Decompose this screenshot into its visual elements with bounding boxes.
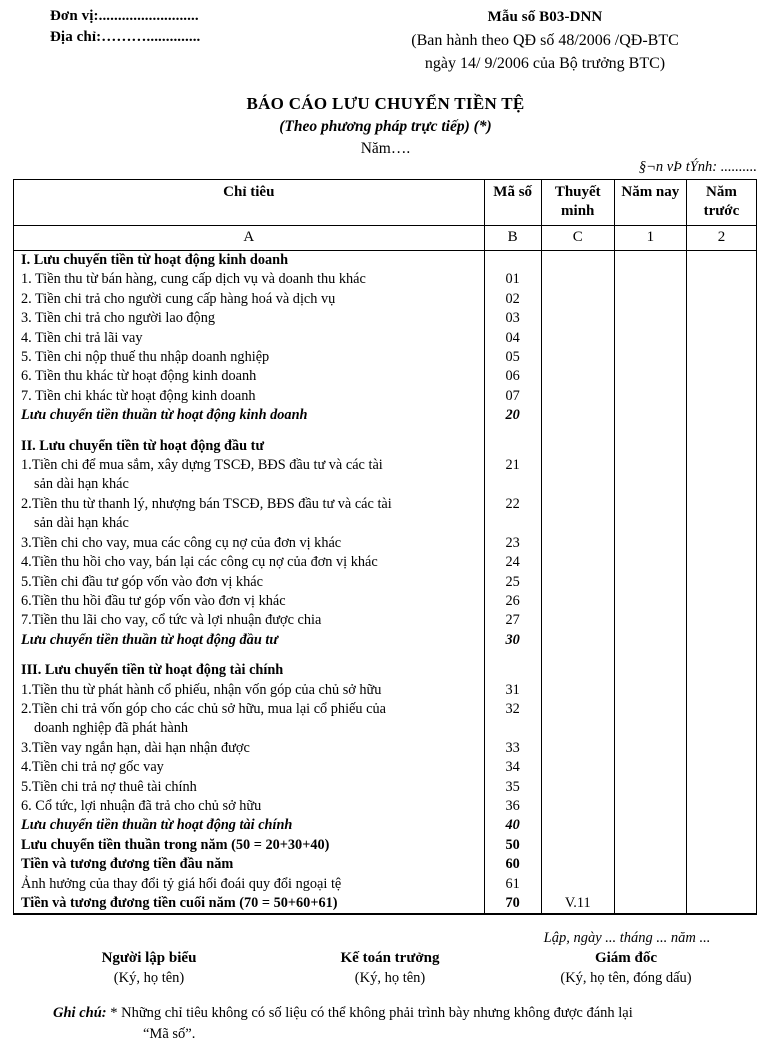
row-current-year-cell[interactable] <box>614 553 686 572</box>
row-previous-year-cell[interactable] <box>686 309 756 328</box>
row-indicator-cell <box>14 387 485 406</box>
table-spacer-row <box>14 426 757 437</box>
row-indicator-text: 4.Tiền chi trả nợ gốc vay <box>21 759 164 776</box>
table-row <box>14 681 757 700</box>
row-note-cell <box>541 553 614 572</box>
document-header <box>0 6 771 88</box>
row-indicator-text: Tiền và tương đương tiền cuối năm (70 = 50+60+61) <box>21 895 338 911</box>
decision-line-2: ngày 14/ 9/2006 của Bộ trưởng BTC) <box>424 55 666 72</box>
row-note-cell <box>541 534 614 553</box>
row-indicator-cell <box>14 681 485 700</box>
row-previous-year-cell[interactable] <box>686 855 756 874</box>
table-row <box>14 816 757 835</box>
row-code-cell: 21 <box>484 456 541 495</box>
row-indicator-text: Tiền và tương đương tiền đầu năm <box>21 856 234 873</box>
row-current-year-cell[interactable] <box>614 661 686 680</box>
table-row <box>14 797 757 816</box>
footnote-line-2: “Mã số”. <box>143 1026 196 1042</box>
row-note-cell <box>541 739 614 758</box>
row-note-cell <box>541 661 614 680</box>
row-previous-year-cell[interactable] <box>686 437 756 456</box>
row-previous-year-cell[interactable] <box>686 592 756 611</box>
signature-chief-accountant-sub: (Ký, họ tên) <box>354 970 426 986</box>
column-letter-indicator: A <box>14 226 485 251</box>
row-indicator-text-line2: sản dài hạn khác <box>34 476 129 493</box>
row-previous-year-cell[interactable] <box>686 778 756 797</box>
row-current-year-cell[interactable] <box>614 270 686 289</box>
row-previous-year-cell[interactable] <box>686 270 756 289</box>
row-indicator-text: 6. Cổ tức, lợi nhuận đã trả cho chủ sở hữu <box>21 797 262 814</box>
table-body <box>14 251 757 915</box>
row-previous-year-cell[interactable] <box>686 758 756 777</box>
column-letter-code: B <box>484 226 541 251</box>
row-previous-year-cell[interactable] <box>686 631 756 650</box>
row-code-cell: 40 <box>484 816 541 835</box>
row-previous-year-cell[interactable] <box>686 661 756 680</box>
row-indicator-cell <box>14 836 485 855</box>
row-indicator-cell <box>14 251 485 271</box>
table-head <box>14 180 757 251</box>
row-code-cell: 31 <box>484 681 541 700</box>
row-previous-year-cell[interactable] <box>686 456 756 495</box>
row-indicator-cell <box>14 329 485 348</box>
row-previous-year-cell[interactable] <box>686 836 756 855</box>
row-indicator-text: 7.Tiền thu lãi cho vay, cổ tức và lợi nhuận được chia <box>21 612 322 629</box>
table-row <box>14 661 757 680</box>
row-indicator-text: III. Lưu chuyển tiền từ hoạt động tài chính <box>21 662 284 679</box>
row-indicator-text: 1. Tiền thu từ bán hàng, cung cấp dịch vụ và doanh thu khác <box>21 271 366 288</box>
row-indicator-cell <box>14 758 485 777</box>
row-indicator-text: 3.Tiền chi cho vay, mua các công cụ nợ của đơn vị khác <box>21 534 342 551</box>
row-note-cell <box>541 778 614 797</box>
row-previous-year-cell[interactable] <box>686 875 756 894</box>
row-note-cell <box>541 836 614 855</box>
signature-preparer-sub: (Ký, họ tên) <box>113 970 185 986</box>
table-row <box>14 573 757 592</box>
table-spacer-cell <box>541 426 614 437</box>
row-note-cell: V.11 <box>541 894 614 914</box>
row-code-cell <box>484 437 541 456</box>
row-previous-year-cell[interactable] <box>686 495 756 534</box>
signature-director-title: Giám đốc <box>594 950 658 966</box>
row-indicator-cell <box>14 894 485 914</box>
row-indicator-cell <box>14 406 485 425</box>
row-indicator-cell <box>14 700 485 739</box>
row-current-year-cell[interactable] <box>614 816 686 835</box>
row-previous-year-cell[interactable] <box>686 816 756 835</box>
row-current-year-cell[interactable] <box>614 573 686 592</box>
row-note-cell <box>541 290 614 309</box>
column-letter-previous-year: 2 <box>686 226 756 251</box>
row-current-year-cell[interactable] <box>614 700 686 739</box>
row-code-cell: 26 <box>484 592 541 611</box>
unit-identification-block <box>50 6 200 48</box>
row-code-cell: 30 <box>484 631 541 650</box>
year-field: Năm…. <box>360 140 411 157</box>
row-current-year-cell[interactable] <box>614 894 686 914</box>
row-code-cell: 05 <box>484 348 541 367</box>
table-spacer-cell <box>484 650 541 661</box>
row-code-cell: 07 <box>484 387 541 406</box>
form-reference-block <box>335 6 755 75</box>
table-spacer-cell <box>686 650 756 661</box>
row-indicator-cell <box>14 797 485 816</box>
table-row <box>14 309 757 328</box>
page-title: BÁO CÁO LƯU CHUYỂN TIỀN TỆ <box>246 94 525 113</box>
row-note-cell <box>541 816 614 835</box>
table-row <box>14 251 757 271</box>
table-spacer-cell <box>14 426 485 437</box>
row-current-year-cell[interactable] <box>614 437 686 456</box>
row-indicator-text: Lưu chuyển tiền thuần từ hoạt động kinh doanh <box>21 407 308 424</box>
row-note-cell <box>541 329 614 348</box>
row-indicator-cell <box>14 456 485 495</box>
row-current-year-cell[interactable] <box>614 387 686 406</box>
table-row <box>14 611 757 630</box>
signature-chief-accountant-title: Kế toán trưởng <box>340 950 440 966</box>
footnote-block <box>53 1003 753 1045</box>
page-subtitle: (Theo phương pháp trực tiếp) (*) <box>279 118 492 135</box>
row-code-cell: 06 <box>484 367 541 386</box>
row-indicator-text-line2: doanh nghiệp đã phát hành <box>34 720 189 737</box>
row-indicator-text: 3. Tiền chi trả cho người lao động <box>21 310 216 327</box>
row-code-cell: 27 <box>484 611 541 630</box>
row-note-cell <box>541 797 614 816</box>
signature-director <box>495 948 757 988</box>
row-previous-year-cell[interactable] <box>686 348 756 367</box>
row-note-cell <box>541 855 614 874</box>
row-note-cell <box>541 348 614 367</box>
row-indicator-cell <box>14 631 485 650</box>
row-indicator-text: Lưu chuyển tiền thuần từ hoạt động đầu tư <box>21 631 278 648</box>
table-row <box>14 437 757 456</box>
row-current-year-cell[interactable] <box>614 611 686 630</box>
row-note-cell <box>541 758 614 777</box>
row-indicator-text: 5.Tiền chi đầu tư góp vốn vào đơn vị khác <box>21 573 263 590</box>
table-header-row <box>14 180 757 226</box>
row-previous-year-cell[interactable] <box>686 329 756 348</box>
row-current-year-cell[interactable] <box>614 534 686 553</box>
row-current-year-cell[interactable] <box>614 778 686 797</box>
row-note-cell <box>541 437 614 456</box>
table-letter-row <box>14 226 757 251</box>
row-current-year-cell[interactable] <box>614 855 686 874</box>
row-note-cell <box>541 875 614 894</box>
table-row <box>14 553 757 572</box>
row-previous-year-cell[interactable] <box>686 894 756 914</box>
row-current-year-cell[interactable] <box>614 631 686 650</box>
table-spacer-row <box>14 650 757 661</box>
table-spacer-cell <box>484 426 541 437</box>
row-code-cell: 22 <box>484 495 541 534</box>
row-previous-year-cell[interactable] <box>686 251 756 271</box>
row-previous-year-cell[interactable] <box>686 739 756 758</box>
row-note-cell <box>541 495 614 534</box>
row-note-cell <box>541 387 614 406</box>
row-indicator-cell <box>14 661 485 680</box>
row-note-cell <box>541 270 614 289</box>
row-current-year-cell[interactable] <box>614 495 686 534</box>
row-previous-year-cell[interactable] <box>686 290 756 309</box>
row-indicator-cell <box>14 290 485 309</box>
row-indicator-cell <box>14 592 485 611</box>
row-indicator-text: 1.Tiền thu từ phát hành cổ phiếu, nhận vốn góp của chủ sở hữu <box>21 681 382 698</box>
row-indicator-cell <box>14 309 485 328</box>
row-previous-year-cell[interactable] <box>686 573 756 592</box>
table-row <box>14 329 757 348</box>
row-indicator-text: 6.Tiền thu hồi đầu tư góp vốn vào đơn vị khác <box>21 592 286 609</box>
table-row <box>14 592 757 611</box>
table-row <box>14 367 757 386</box>
row-note-cell <box>541 681 614 700</box>
row-previous-year-cell[interactable] <box>686 534 756 553</box>
table-spacer-cell <box>686 426 756 437</box>
row-indicator-cell <box>14 855 485 874</box>
row-indicator-text: 6. Tiền thu khác từ hoạt động kinh doanh <box>21 368 257 385</box>
row-current-year-cell[interactable] <box>614 329 686 348</box>
table-row <box>14 700 757 739</box>
currency-unit-label: §¬n vÞ tÝnh: .......... <box>638 159 757 175</box>
row-code-cell: 32 <box>484 700 541 739</box>
signature-director-sub: (Ký, họ tên, đóng dấu) <box>560 970 692 986</box>
row-code-cell <box>484 661 541 680</box>
row-indicator-text: II. Lưu chuyển tiền từ hoạt động đầu tư <box>21 437 265 454</box>
document-title-block <box>0 93 771 159</box>
row-indicator-cell <box>14 534 485 553</box>
row-previous-year-cell[interactable] <box>686 553 756 572</box>
row-code-cell: 25 <box>484 573 541 592</box>
row-indicator-text: 3.Tiền vay ngắn hạn, dài hạn nhận được <box>21 739 250 756</box>
row-current-year-cell[interactable] <box>614 836 686 855</box>
row-code-cell <box>484 251 541 271</box>
row-indicator-cell <box>14 348 485 367</box>
table-row <box>14 631 757 650</box>
table-row <box>14 855 757 874</box>
row-current-year-cell[interactable] <box>614 739 686 758</box>
row-current-year-cell[interactable] <box>614 592 686 611</box>
row-current-year-cell[interactable] <box>614 290 686 309</box>
row-indicator-text: 7. Tiền chi khác từ hoạt động kinh doanh <box>21 387 256 404</box>
row-code-cell: 70 <box>484 894 541 914</box>
table-row <box>14 270 757 289</box>
row-indicator-text: 2. Tiền chi trả cho người cung cấp hàng hoá và dịch vụ <box>21 290 336 307</box>
row-current-year-cell[interactable] <box>614 875 686 894</box>
table-spacer-cell <box>541 650 614 661</box>
row-code-cell: 20 <box>484 406 541 425</box>
table-row <box>14 894 757 914</box>
table-spacer-cell <box>614 650 686 661</box>
row-indicator-cell <box>14 778 485 797</box>
row-note-cell <box>541 592 614 611</box>
row-note-cell <box>541 251 614 271</box>
column-header-code: Mã số <box>484 180 541 226</box>
row-indicator-text: 5.Tiền chi trả nợ thuê tài chính <box>21 778 197 795</box>
table-row <box>14 406 757 425</box>
row-previous-year-cell[interactable] <box>686 387 756 406</box>
row-current-year-cell[interactable] <box>614 348 686 367</box>
row-code-cell: 01 <box>484 270 541 289</box>
row-previous-year-cell[interactable] <box>686 367 756 386</box>
row-code-cell: 60 <box>484 855 541 874</box>
row-note-cell <box>541 611 614 630</box>
row-indicator-text: 2.Tiền chi trả vốn góp cho các chủ sở hữu, mua lại cổ phiếu của doanh nghiệp đã phát hành <box>21 700 478 739</box>
row-current-year-cell[interactable] <box>614 758 686 777</box>
table-row <box>14 495 757 534</box>
column-letter-current-year: 1 <box>614 226 686 251</box>
row-current-year-cell[interactable] <box>614 456 686 495</box>
table-row <box>14 836 757 855</box>
row-current-year-cell[interactable] <box>614 367 686 386</box>
row-indicator-cell <box>14 739 485 758</box>
row-code-cell: 33 <box>484 739 541 758</box>
table-spacer-cell <box>14 650 485 661</box>
row-indicator-cell <box>14 553 485 572</box>
row-current-year-cell[interactable] <box>614 797 686 816</box>
row-indicator-text: Lưu chuyển tiền thuần trong năm (50 = 20+30+40) <box>21 836 330 853</box>
row-note-cell <box>541 573 614 592</box>
form-code: Mẫu số B03-DNN <box>487 9 603 25</box>
column-letter-note: C <box>541 226 614 251</box>
row-code-cell: 03 <box>484 309 541 328</box>
table-row <box>14 758 757 777</box>
row-code-cell: 61 <box>484 875 541 894</box>
row-code-cell: 34 <box>484 758 541 777</box>
table-row <box>14 387 757 406</box>
row-note-cell <box>541 700 614 739</box>
row-code-cell: 04 <box>484 329 541 348</box>
row-current-year-cell[interactable] <box>614 681 686 700</box>
signature-preparer <box>13 948 285 988</box>
row-indicator-cell <box>14 437 485 456</box>
row-code-cell: 02 <box>484 290 541 309</box>
row-indicator-cell <box>14 270 485 289</box>
row-previous-year-cell[interactable] <box>686 681 756 700</box>
row-current-year-cell[interactable] <box>614 406 686 425</box>
column-header-previous-year: Năm trước <box>686 180 756 226</box>
row-indicator-cell <box>14 611 485 630</box>
row-previous-year-cell[interactable] <box>686 406 756 425</box>
unit-label: Đơn vị:.......................... <box>50 8 199 24</box>
row-code-cell: 23 <box>484 534 541 553</box>
table-row <box>14 739 757 758</box>
signature-row <box>13 948 757 988</box>
row-note-cell <box>541 406 614 425</box>
row-indicator-text-line2: sản dài hạn khác <box>34 515 129 532</box>
row-indicator-text: I. Lưu chuyển tiền từ hoạt động kinh doanh <box>21 252 289 268</box>
signature-chief-accountant <box>285 948 495 988</box>
row-code-cell: 50 <box>484 836 541 855</box>
table-row <box>14 534 757 553</box>
row-code-cell: 36 <box>484 797 541 816</box>
row-indicator-text: 4.Tiền thu hồi cho vay, bán lại các công cụ nợ của đơn vị khác <box>21 554 378 571</box>
row-indicator-cell <box>14 367 485 386</box>
row-previous-year-cell[interactable] <box>686 700 756 739</box>
row-note-cell <box>541 367 614 386</box>
row-indicator-cell <box>14 495 485 534</box>
table-row <box>14 875 757 894</box>
row-indicator-cell <box>14 816 485 835</box>
row-current-year-cell[interactable] <box>614 309 686 328</box>
footnote-line-1: * Những chỉ tiêu không có số liệu có thể không phải trình bày nhưng không được đánh lại <box>110 1005 633 1021</box>
row-indicator-cell <box>14 875 485 894</box>
table-spacer-cell <box>614 426 686 437</box>
column-header-note: Thuyết minh <box>541 180 614 226</box>
signature-date-line: Lập, ngày ... tháng ... năm ... <box>543 930 711 946</box>
signature-preparer-title: Người lập biểu <box>101 950 197 966</box>
row-code-cell: 35 <box>484 778 541 797</box>
column-header-indicator: Chỉ tiêu <box>14 180 485 226</box>
cash-flow-table <box>13 179 757 915</box>
row-note-cell <box>541 631 614 650</box>
row-indicator-text: 4. Tiền chi trả lãi vay <box>21 329 143 346</box>
row-indicator-text: 2.Tiền thu từ thanh lý, nhượng bán TSCĐ, BĐS đầu tư và các tài sản dài hạn khác <box>21 495 478 534</box>
decision-line-1: (Ban hành theo QĐ số 48/2006 /QĐ-BTC <box>411 32 679 49</box>
column-header-current-year: Năm nay <box>614 180 686 226</box>
row-code-cell: 24 <box>484 553 541 572</box>
address-label: Địa chỉ:……….............. <box>50 29 201 45</box>
row-note-cell <box>541 456 614 495</box>
table-row <box>14 348 757 367</box>
row-previous-year-cell[interactable] <box>686 611 756 630</box>
row-indicator-text: Lưu chuyển tiền thuần từ hoạt động tài chính <box>21 817 293 834</box>
row-current-year-cell[interactable] <box>614 251 686 271</box>
table-row <box>14 290 757 309</box>
row-indicator-text: 1.Tiền chi để mua sắm, xây dựng TSCĐ, BĐS đầu tư và các tài sản dài hạn khác <box>21 456 478 495</box>
table-row <box>14 778 757 797</box>
row-previous-year-cell[interactable] <box>686 797 756 816</box>
row-indicator-text: Ảnh hưởng của thay đổi tỷ giá hối đoái quy đổi ngoại tệ <box>21 875 342 892</box>
row-note-cell <box>541 309 614 328</box>
footnote-label: Ghi chú: <box>53 1005 107 1021</box>
table-row <box>14 456 757 495</box>
row-indicator-text: 5. Tiền chi nộp thuế thu nhập doanh nghiệp <box>21 349 270 366</box>
row-indicator-cell <box>14 573 485 592</box>
